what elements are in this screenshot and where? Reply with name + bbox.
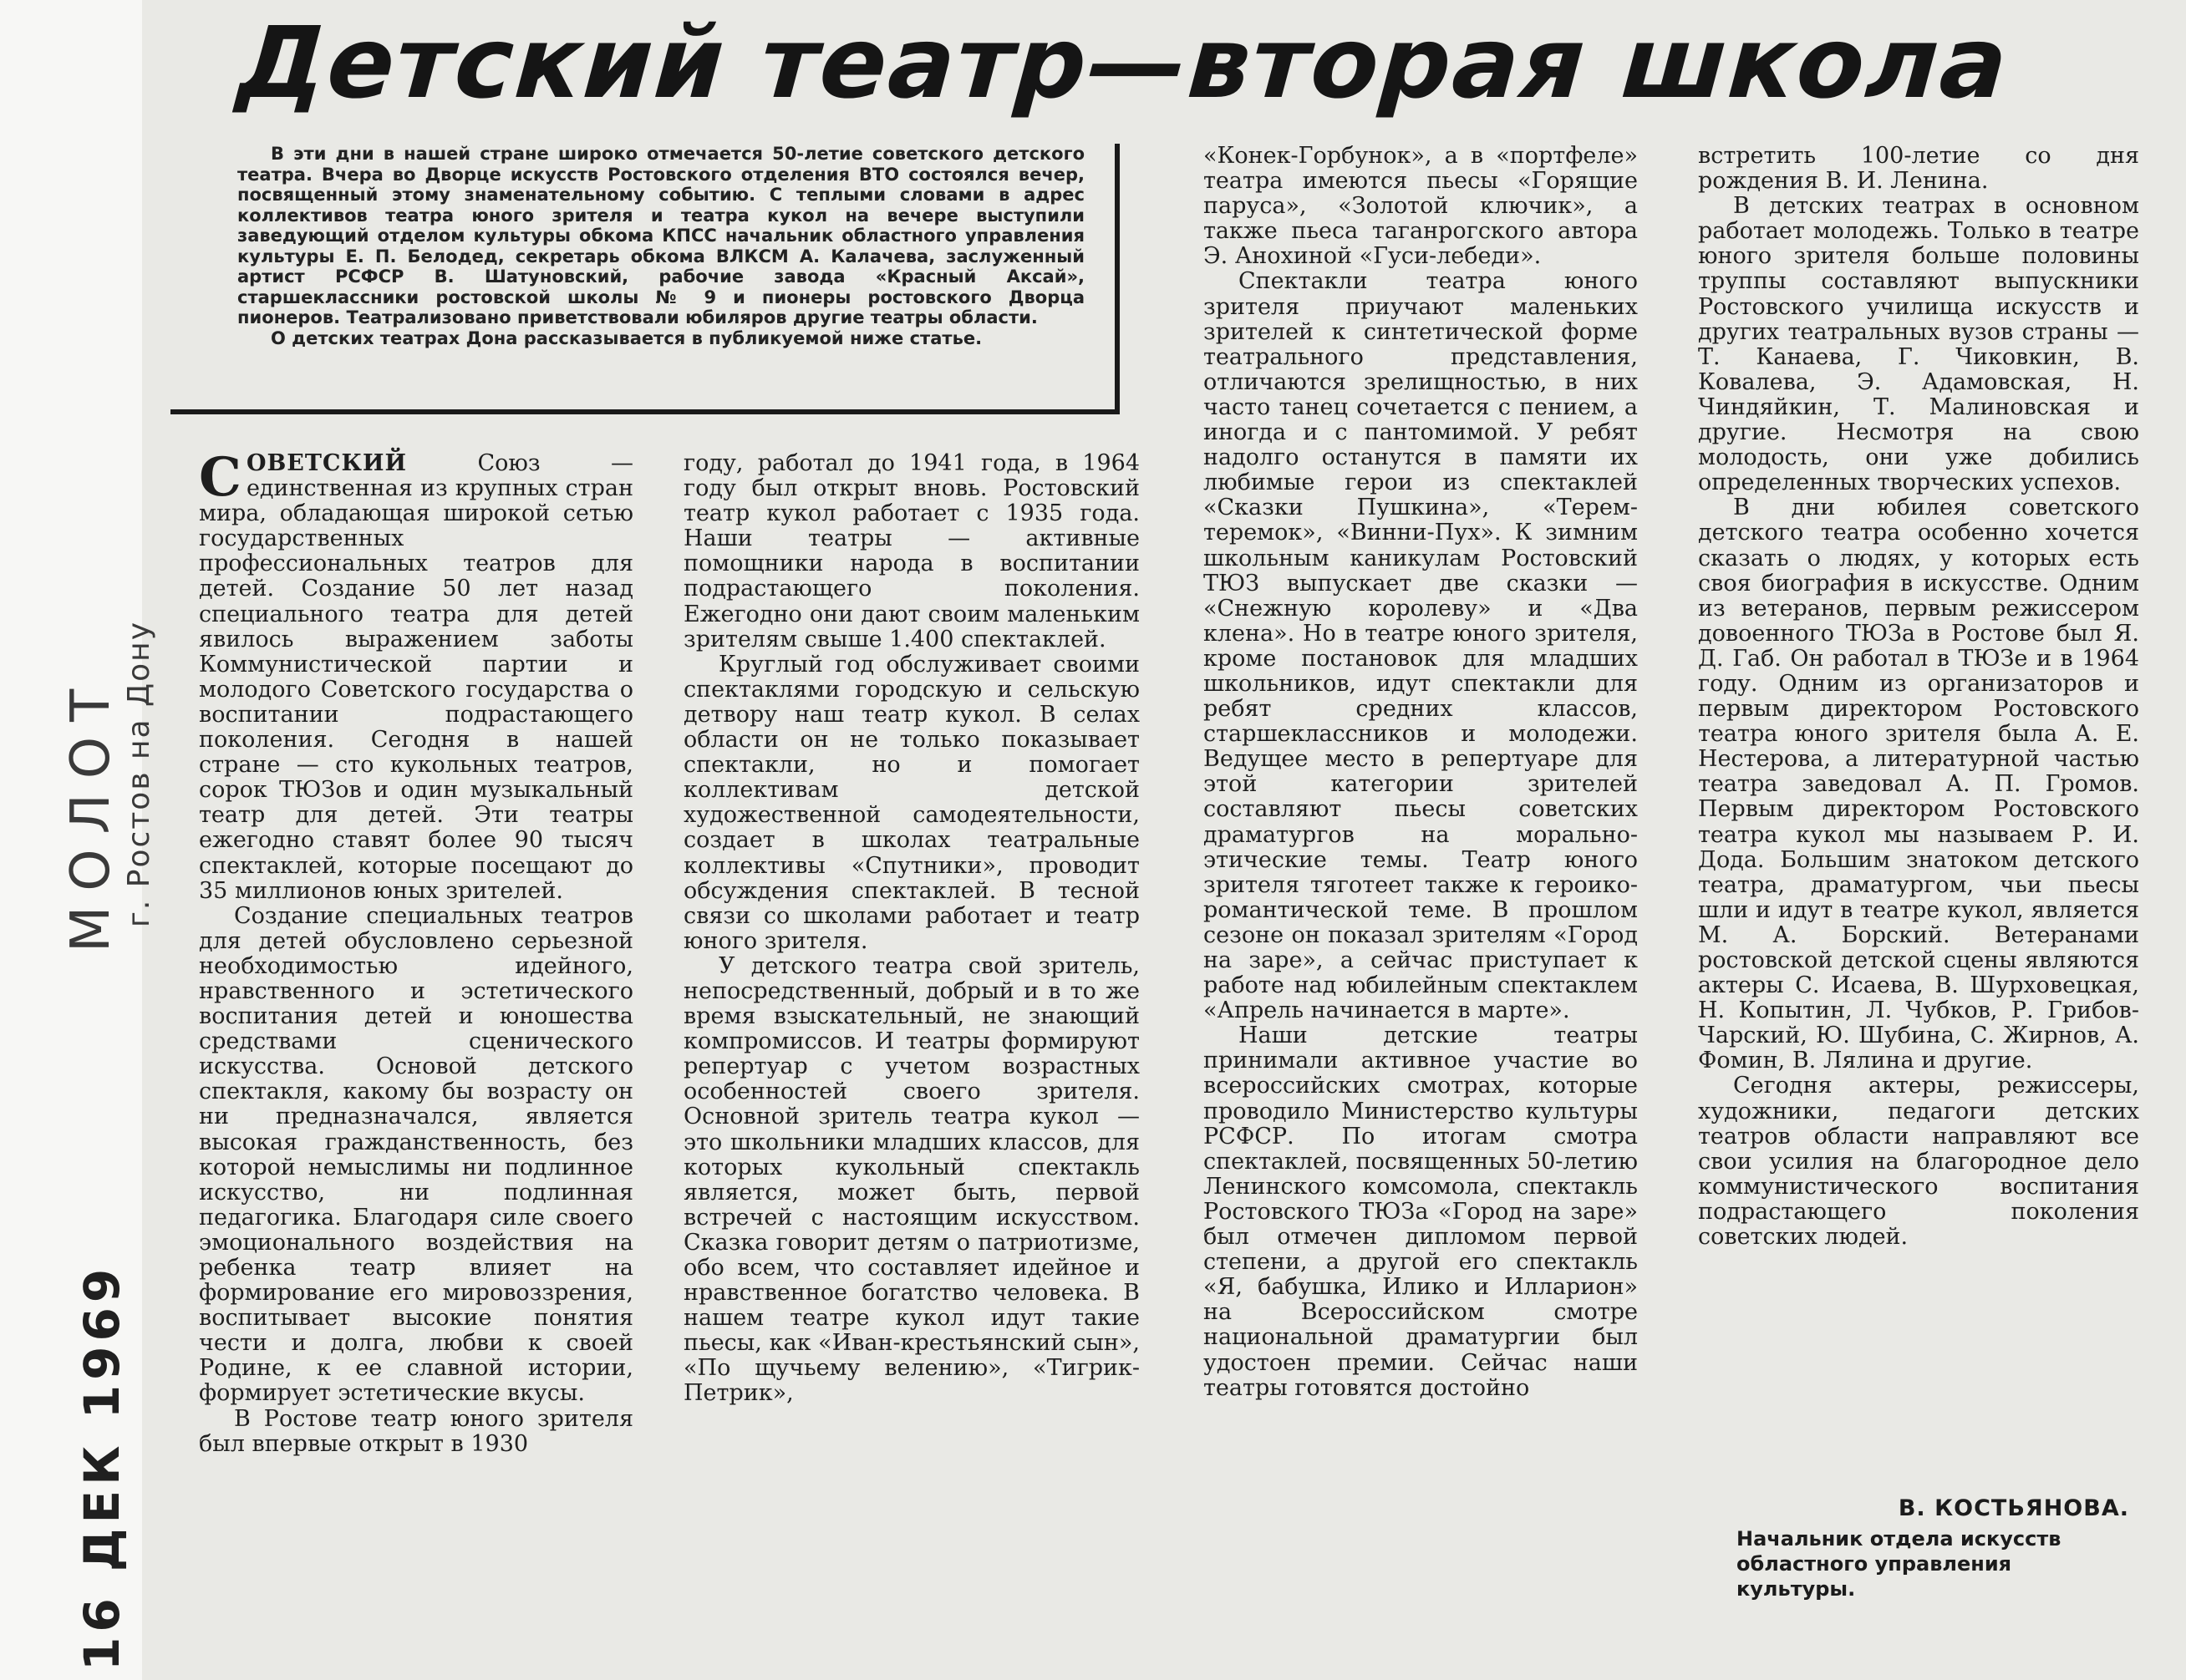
column-paragraph: году, работал до 1941 года, в 1964 году был открыт вновь. Ростовский театр кукол работает с 1935 года. Наши театры — активные помощники народа в воспитании подрастающего поколения. Ежегодно они дают своим маленьким зрителям свыше 1.400 спектаклей. <box>684 450 1140 652</box>
date-stamp: 16 ДЕК 1969 <box>74 1263 130 1671</box>
column-paragraph: встретить 100-летие со дня рождения В. И. Ленина. <box>1698 143 2139 195</box>
article-column-4 <box>1698 144 2139 1250</box>
column-paragraph: Наши детские театры принимали активное участие во всероссийских смотрах, которые проводило Министерство культуры РСФСР. По итогам смотра спектаклей, посвященных 50-летию Ленинского комсомола, спектакль Ростовского ТЮЗа «Город на заре» был отмечен дипломом первой степени, а другой его спектакль «Я, бабушка, Илико и Илларион» на Всероссийском смотре национальной драматургии был удостоен премии. Сейчас наши театры готовятся достойно <box>1203 1023 1638 1401</box>
first-word: ОВЕТСКИЙ <box>246 450 408 476</box>
article-headline: Детский театр—вторая школа <box>234 5 2013 120</box>
article-column-2 <box>684 451 1140 1407</box>
column-paragraph: Создание специальных театров для детей обусловлено серьезной необходимостью идейного, нравственного и эстетического воспитания детей и юношества средствами сценического искусства. Основой детского спектакля, какому бы возрасту он ни предназначался, является высокая гражданственность, без которой немыслимы ни подлинное искусство, ни подлинная педагогика. Благодаря силе своего эмоционального воздействия на ребенка театр влияет на формирование его мировоззрения, воспитывает высокие понятия чести и долга, любви к своей Родине, к ее славной истории, формирует эстетические вкусы. <box>199 902 633 1407</box>
article-column-3 <box>1203 144 1638 1401</box>
masthead <box>60 621 156 952</box>
column-paragraph: Круглый год обслуживает своими спектаклями городскую и сельскую детвору наш театр кукол. В селах области он не только показывает спектакли, но и помогает коллективам детской художественной самодеятельности, создает в школах театральные коллективы «Спутники», проводит обсуждения спектаклей. В тесной связи со школами работает и театр юного зрителя. <box>684 651 1140 954</box>
article-lead <box>170 144 1120 414</box>
column-paragraph <box>199 446 633 904</box>
column-paragraph: У детского театра свой зритель, непосредственный, добрый и в то же время взыскательный, не знающий компромиссов. И театры формируют репертуар с учетом возрастных особенностей своего зрителя. Основной зритель театра кукол — это школьники младших классов, для которых кукольный спектакль является, может быть, первой встречей с настоящим искусством. Сказка говорит детям о патриотизме, обо всем, что составляет идейное и нравственное богатство человека. В нашем театре кукол идут такие пьесы, как «Иван-крестьянский сын», «По щучьему велению», «Тигрик-Петрик», <box>684 952 1140 1407</box>
column-paragraph: В детских театрах в основном работает молодежь. Только в театре юного зрителя больше половины труппы составляют выпускники Ростовского училища искусств и других театральных вузов страны — Т. Канаева, Г. Чиковкин, В. Ковалева, Э. Адамовская, Н. Чиндяйкин, Т. Малиновская и другие. Несмотря на свою молодость, они уже добились определенных творческих успехов. <box>1698 193 2139 496</box>
lead-paragraph: В эти дни в нашей стране широко отмечается 50-летие советского детского театра. Вчера во Дворце искусств Ростовского отделения ВТО состоялся вечер, посвященный этому знаменательному событию. С теплыми словами в адрес коллективов театра юного зрителя и театра кукол на вечере выступили заведующий отделом культуры обкома КПСС начальник областного управления культуры Е. П. Белодед, секретарь обкома ВЛКСМ А. Калачева, заслуженный артист РСФСР В. Шатуновский, рабочие завода «Красный Аксай», старшеклассники ростовской школы № 9 и пионеры ростовского Дворца пионеров. Театрализовано приветствовали юбиляров другие театры области. <box>237 144 1085 327</box>
column-paragraph: Сегодня актеры, режиссеры, художники, педагоги детских театров области направляют все свои усилия на благородное дело коммунистического воспитания подрастающего поколения советских людей. <box>1698 1073 2139 1251</box>
author-signature <box>1736 1495 2129 1601</box>
author-name: В. КОСТЬЯНОВА. <box>1898 1495 2129 1521</box>
newspaper-name: МОЛОТ <box>60 673 122 952</box>
drop-cap: С <box>199 446 241 509</box>
lead-paragraph: О детских театрах Дона рассказывается в публикуемой ниже статье. <box>271 327 983 348</box>
column-paragraph: В дни юбилея советского детского театра особенно хочется сказать о людях, у которых есть своя биография в искусстве. Одним из ветеранов, первым режиссером довоенного ТЮЗа в Ростове был Я. Д. Габ. Он работал в ТЮЗе и в 1964 году. Одним из организаторов и первым директором Ростовского театра юного зрителя была А. Е. Нестерова, а литературной частью театра заведовал А. П. Громов. Первым директором Ростовского театра кукол мы называем Р. И. Дода. Большим знатоком детского театра, драматургом, чьи пьесы шли и идут в театре кукол, является М. А. Борский. Ветеранами ростовской детской сцены являются актеры С. Исаева, В. Шурховецкая, Н. Копытин, Л. Чубков, Р. Грибов-Чарский, Ю. Шубина, С. Жирнов, А. Фомин, В. Лялина и другие. <box>1698 495 2139 1074</box>
article-column-1 <box>199 446 633 1457</box>
author-position: Начальник отдела искусств областного управления культуры. <box>1736 1527 2061 1601</box>
paragraph-text: Союз — единственная из крупных стран мира, обладающая широкой сетью государственных профессиональных театров для детей. Создание 50 лет назад специального театра для детей явилось выражением заботы Коммунистической партии и молодого Советского государства о воспитании подрастающего поколения. Сегодня в нашей стране — сто кукольных театров, сорок ТЮЗов и один музыкальный театр для детей. Эти театры ежегодно ставят более 90 тысяч спектаклей, которые посещают до 35 миллионов юных зрителей. <box>199 450 633 904</box>
column-paragraph: «Конек-Горбунок», а в «портфеле» театра имеются пьесы «Горящие паруса», «Золотой ключик», а также пьеса таганрогского автора Э. Анохиной «Гуси-лебеди». <box>1203 143 1638 270</box>
column-paragraph: В Ростове театр юного зрителя был впервые открыт в 1930 <box>199 1405 633 1457</box>
column-paragraph: Спектакли театра юного зрителя приучают маленьких зрителей к синтетической форме театрального представления, отличаются зрелищностью, в них часто танец сочетается с пением, а иногда и с пантомимой. У ребят надолго останутся в памяти их любимые герои из спектаклей «Сказки Пушкина», «Терем-теремок», «Винни-Пух». К зимним школьным каникулам Ростовский ТЮЗ выпускает две сказки — «Снежную королеву» и «Два клена». Но в театре юного зрителя, кроме постановок для младших школьников, идут спектакли для ребят средних классов, старшеклассников и молодежи. Ведущее место в репертуаре для этой категории зрителей составляют пьесы советских драматургов на морально-этические темы. Театр юного зрителя тяготеет также к героико-романтической теме. В прошлом сезоне он показал зрителям «Город на заре», а сейчас приступает к работе над юбилейным спектаклем «Апрель начинается в марте». <box>1203 268 1638 1024</box>
newspaper-city: г. Ростов на Дону <box>122 620 156 927</box>
